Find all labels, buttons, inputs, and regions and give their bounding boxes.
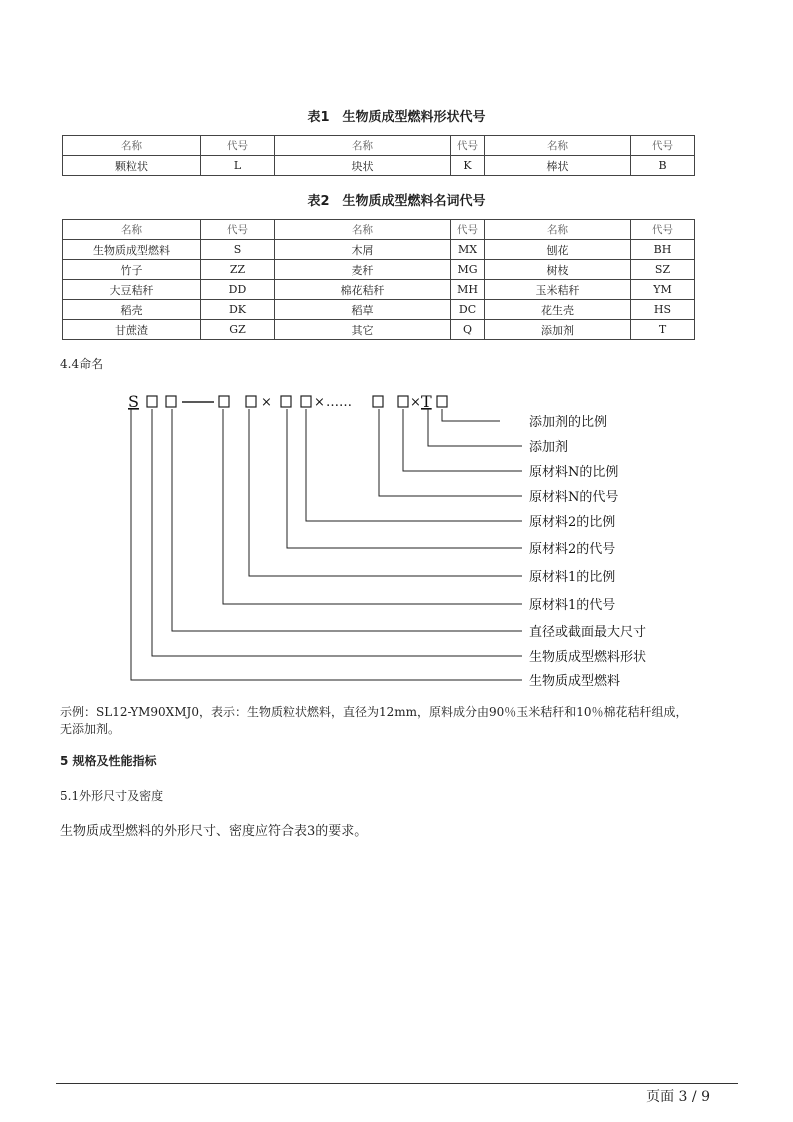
shape-box xyxy=(147,396,157,407)
table-header-cell: 代号 xyxy=(451,136,485,156)
materialN-ratio-box xyxy=(398,396,408,407)
diameter-box xyxy=(166,396,176,407)
materialN-code-box xyxy=(373,396,383,407)
table-cell: B xyxy=(631,156,695,176)
table-cell: ZZ xyxy=(201,260,275,280)
diagram-label: 原材料2的代号 xyxy=(529,542,616,557)
table-cell: HS xyxy=(631,300,695,320)
table-cell: 棉花秸秆 xyxy=(275,280,451,300)
ellipsis: …… xyxy=(326,395,352,410)
section-5-heading: 5 规格及性能指标 xyxy=(60,754,157,768)
table-cell: 块状 xyxy=(275,156,451,176)
example-line-2: 无添加剂。 xyxy=(60,722,121,736)
table2-noun-codes xyxy=(62,219,695,340)
table-header-cell: 名称 xyxy=(275,136,451,156)
naming-diagram xyxy=(0,385,793,695)
table-cell: 麦秆 xyxy=(275,260,451,280)
table-cell: L xyxy=(201,156,275,176)
table-cell: 大豆秸秆 xyxy=(63,280,201,300)
table-header-cell: 代号 xyxy=(201,220,275,240)
leader-line xyxy=(223,409,522,604)
table-cell: S xyxy=(201,240,275,260)
table-cell: 棒状 xyxy=(485,156,631,176)
table-cell: YM xyxy=(631,280,695,300)
table-cell: BH xyxy=(631,240,695,260)
table-row xyxy=(63,300,695,320)
table-cell: 生物质成型燃料 xyxy=(63,240,201,260)
diagram-label: 生物质成型燃料形状 xyxy=(529,650,647,665)
table-header-row xyxy=(63,220,695,240)
leader-line xyxy=(442,409,500,421)
table-row xyxy=(63,240,695,260)
section-4-4-heading: 4.4命名 xyxy=(60,357,104,371)
table-cell: MH xyxy=(451,280,485,300)
table-header-cell: 名称 xyxy=(485,136,631,156)
diagram-label: 原材料1的比例 xyxy=(529,570,616,585)
table-header-cell: 代号 xyxy=(631,220,695,240)
diagram-label: 添加剂的比例 xyxy=(529,415,608,430)
material1-code-box xyxy=(219,396,229,407)
table-cell: 颗粒状 xyxy=(63,156,201,176)
material2-ratio-box xyxy=(301,396,311,407)
table2-caption: 表2 生物质成型燃料名词代号 xyxy=(307,194,486,209)
table-cell: Q xyxy=(451,320,485,340)
table-cell: 稻壳 xyxy=(63,300,201,320)
material1-ratio-box xyxy=(246,396,256,407)
diagram-label: 生物质成型燃料 xyxy=(529,674,621,689)
table-header-cell: 名称 xyxy=(485,220,631,240)
leader-line xyxy=(249,409,522,576)
table-cell: DK xyxy=(201,300,275,320)
table-cell: 玉米秸秆 xyxy=(485,280,631,300)
table-cell: 树枝 xyxy=(485,260,631,280)
table-cell: DC xyxy=(451,300,485,320)
table-cell: K xyxy=(451,156,485,176)
table-header-cell: 名称 xyxy=(275,220,451,240)
table-cell: MX xyxy=(451,240,485,260)
table-header-cell: 代号 xyxy=(631,136,695,156)
table-cell: 稻草 xyxy=(275,300,451,320)
table-cell: 木屑 xyxy=(275,240,451,260)
times-2: × xyxy=(314,395,325,410)
leader-line xyxy=(287,409,522,548)
table-header-row xyxy=(63,136,695,156)
table-cell: 刨花 xyxy=(485,240,631,260)
material2-code-box xyxy=(281,396,291,407)
leader-line xyxy=(379,409,522,496)
example-line-1: 示例：SL12-YM90XMJ0，表示：生物质粒状燃料，直径为12mm，原料成分由90％玉米秸秆和10％棉花秸秆组成， xyxy=(60,705,688,719)
table-cell: 其它 xyxy=(275,320,451,340)
times-1: × xyxy=(261,395,272,410)
table-cell: 添加剂 xyxy=(485,320,631,340)
diagram-label: 添加剂 xyxy=(529,440,569,455)
table-row xyxy=(63,280,695,300)
additive-ratio-box xyxy=(437,396,447,407)
times-3: × xyxy=(410,395,421,410)
section-5-1-heading: 5.1外形尺寸及密度 xyxy=(60,789,164,803)
leader-line xyxy=(131,409,522,680)
t-letter: T xyxy=(421,392,432,411)
table-header-cell: 名称 xyxy=(63,220,201,240)
leader-line xyxy=(306,409,522,521)
diagram-label: 原材料1的代号 xyxy=(529,598,616,613)
table-cell: T xyxy=(631,320,695,340)
table1-shape-codes xyxy=(62,135,695,176)
table-header-cell: 名称 xyxy=(63,136,201,156)
table-row xyxy=(63,320,695,340)
table-cell: GZ xyxy=(201,320,275,340)
leader-line xyxy=(172,409,522,631)
table-cell: DD xyxy=(201,280,275,300)
table-cell: 甘蔗渣 xyxy=(63,320,201,340)
table-row xyxy=(63,156,695,176)
body-paragraph: 生物质成型燃料的外形尺寸、密度应符合表3的要求。 xyxy=(60,824,368,839)
footer-divider xyxy=(56,1083,738,1084)
diagram-label: 原材料N的代号 xyxy=(529,490,619,505)
page-number: 页面 3 / 9 xyxy=(646,1089,710,1105)
table-cell: SZ xyxy=(631,260,695,280)
table-cell: 竹子 xyxy=(63,260,201,280)
table-header-cell: 代号 xyxy=(451,220,485,240)
table-row xyxy=(63,260,695,280)
diagram-label: 原材料N的比例 xyxy=(529,465,619,480)
table-cell: 花生壳 xyxy=(485,300,631,320)
diagram-label: 原材料2的比例 xyxy=(529,515,616,530)
table1-caption: 表1 生物质成型燃料形状代号 xyxy=(307,110,486,125)
s-letter: S xyxy=(128,392,139,411)
leader-line xyxy=(403,409,522,471)
diagram-label: 直径或截面最大尺寸 xyxy=(529,625,647,640)
table-cell: MG xyxy=(451,260,485,280)
table-header-cell: 代号 xyxy=(201,136,275,156)
